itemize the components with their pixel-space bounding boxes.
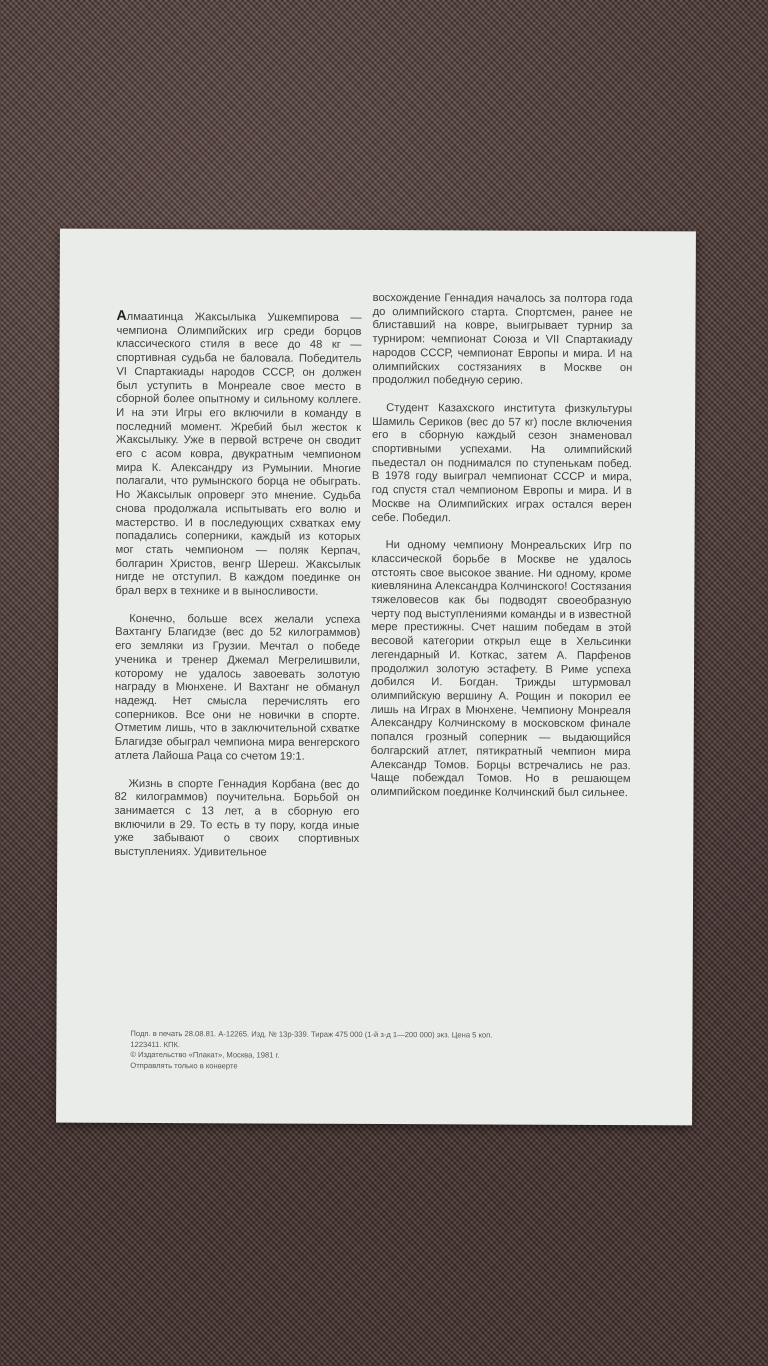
right-text-column <box>370 292 632 801</box>
imprint-line: © Издательство «Плакат», Москва, 1981 г. <box>130 1049 280 1060</box>
postcard-back <box>56 229 696 1126</box>
paragraph-ushkempirov <box>115 306 362 600</box>
paragraph-korban-continued: восхождение Геннадия началось за полтора года до олимпийского старта. Спортсмен, ранее не блиставший на ковре, выигрывает турнир за турниром: чемпионат Союза и VII Спартакиаду народов СССР, чемпионат Европы и мира. И на олимпийских состязаниях в Москве он продолжил победную серию. <box>372 291 633 387</box>
drop-cap: А <box>116 306 127 323</box>
left-text-column <box>114 306 362 861</box>
imprint-line: 1223411. КПК. <box>130 1039 181 1049</box>
imprint-line: Отправлять только в конверте <box>130 1060 238 1070</box>
publisher-imprint <box>130 1029 650 1073</box>
paragraph-korban: Жизнь в спорте Геннадия Корбана (вес до 82 килограммов) поучительна. Борьбой он занимается с 13 лет, а в сборную его включили в 29. То есть в ту пору, когда иные уже забывают о своих спортивных выступлениях. Удивительное <box>114 777 360 859</box>
paragraph-blagidze: Конечно, больше всех желали успеха Вахтангу Благидзе (вес до 52 килограммов) его земляки из Грузии. Мечтал о победе ученика и тренер Джемал Мегрелишвили, которому не удалось завоевать золотую награду в Мюнхене. И Вахтанг не обманул надежд. Нет смысла перечислять его соперников. Все они не новички в спорте. Отметим лишь, что в заключительной схватке Благидзе обыграл чемпиона мира венгерского атлета Лайоша Раца со счетом 19:1. <box>114 612 361 763</box>
paragraph-text: лмаатинца Жаксылыка Ушкемпирова — чемпиона Олимпийских игр среди борцов классического стиля в весе до 48 кг — спортивная судьба не баловала. Победитель VI Спартакиады народов СССР, он должен был уступить в Монреале свое место в сборной более опытному и сильному коллеге. И на эти Игры его включили в команду в последний момент. Жребий был жесток к Жаксылыку. Уже в первой встрече он сводит его с асом ковра, двукратным чемпионом мира К. Александру из Румынии. Многие полагали, что румынского борца не обыграть. Но Жаксылык опроверг это мнение. Судьба снова продолжала испытывать его волю и мастерство. И в последующих схватках ему попадались соперники, каждый из которых мог стать чемпионом — поляк Керпач, болгарин Христов, венгр Шереш. Жаксылык нигде не отступил. В каждом поединке он брал верх в технике и в выносливости. <box>115 310 362 598</box>
paragraph-kolchinsky: Ни одному чемпиону Монреальских Игр по классической борьбе в Москве не удалось отстоять свое высокое звание. Ни одному, кроме киевлянина Александра Колчинского! Состязания тяжеловесов как бы подводят своеобразную черту под выступлениями команды и в известной мере престижны. Счет нашим победам в этой весовой категории открыл еще в Хельсинки легендарный И. Коткас, затем А. Парфенов продолжил золотую эстафету. В Риме успеха добился И. Богдан. Трижды штурмовал олимпийскую вершину А. Рощин и покорил ее лишь на Играх в Мюнхене. Чемпиону Монреаля Александру Колчинскому в московском финале попался грозный соперник — выдающийся болгарский атлет, пятикратный чемпион мира Александр Томов. Борцы встречались не раз. Чаще побеждал Томов. Но в решающем олимпийском поединке Колчинский был сильнее. <box>370 539 632 800</box>
paragraph-serikov: Студент Казахского института физкультуры Шамиль Сериков (вес до 57 кг) после включения его в сборную каждый сезон знаменовал спортивными успехами. На олимпийский пьедестал он поднимался по ступенькам побед. В 1978 году выиграл чемпионат СССР и мира, год спустя стал чемпионом Европы и мира. И в Москве на Олимпийских играх остался верен себе. Победил. <box>371 401 633 524</box>
imprint-line: Подп. в печать 28.08.81. А-12265. Изд. № 13р-339. Тираж 475 000 (1-й з-д 1—200 000) экз. Цена 5 коп. <box>130 1028 493 1040</box>
